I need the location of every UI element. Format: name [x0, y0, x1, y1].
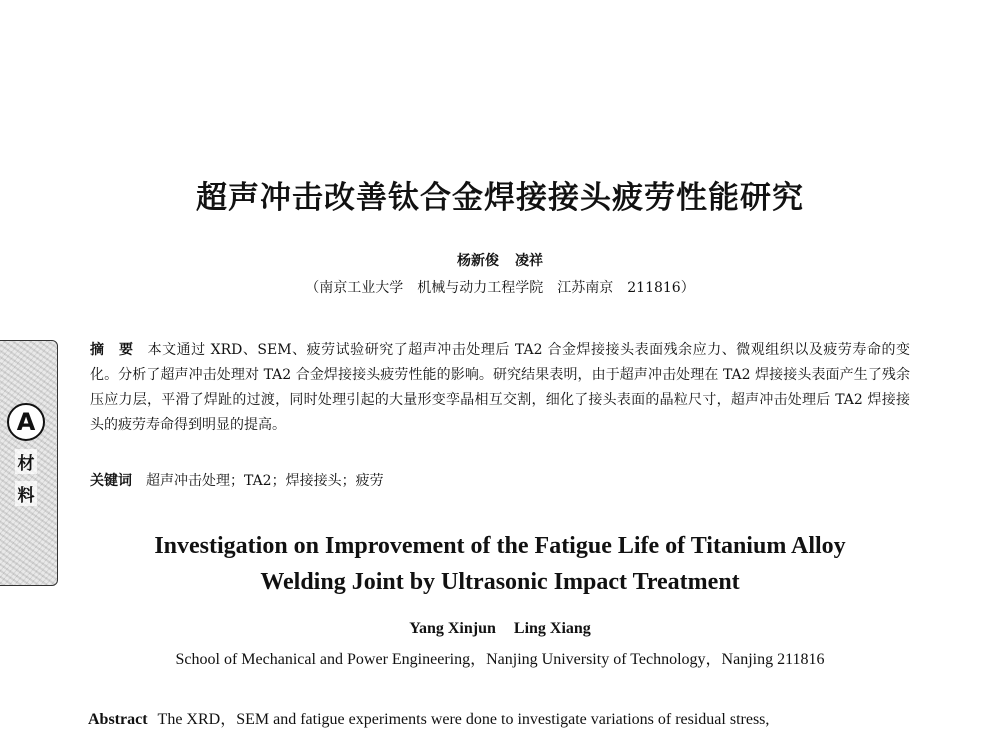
keywords-label: 关键词 [90, 473, 132, 489]
english-title [0, 528, 1000, 600]
english-abstract [88, 706, 918, 734]
stamp-char: 材 [15, 449, 37, 474]
english-authors [0, 620, 1000, 638]
english-title-line: Welding Joint by Ultrasonic Impact Treatment [260, 569, 740, 595]
abstract-label: 摘 要 [90, 342, 134, 358]
chinese-affiliation: （南京工业大学 机械与动力工程学院 江苏南京 211816） [305, 280, 695, 296]
english-affiliation: School of Mechanical and Power Engineering，Nanjing University of Technology，Nanjing 211816 [175, 651, 825, 668]
abstract-text: 本文通过 XRD、SEM、疲劳试验研究了超声冲击处理后 TA2 合金焊接接头表面残余应力、微观组织以及疲劳寿命的变化。分析了超声冲击处理对 TA2 合金焊接接头疲劳性能的影响。研究结果表明，由于超声冲击处理在 TA2 焊接接头表面产生了残余压应力层，平滑了焊趾的过渡，同时处理引起的大量形变孪晶相互交割，细化了接头表面的晶粒尺寸，超声冲击处理后 TA2 焊接接头的疲劳寿命得到明显的提高。 [90, 342, 910, 433]
abstract-label: Abstract [88, 711, 148, 728]
chinese-abstract [90, 338, 910, 438]
stamp-letter: A [7, 403, 45, 441]
author-name: 杨新俊 [457, 253, 499, 269]
chinese-authors [0, 250, 1000, 270]
author-name: 凌祥 [515, 253, 543, 269]
chinese-title: 超声冲击改善钛合金焊接接头疲劳性能研究 [196, 180, 804, 216]
abstract-text: The XRD，SEM and fatigue experiments were done to investigate variations of residual stress, [157, 711, 770, 728]
stamp-char: 料 [15, 481, 37, 506]
chinese-keywords [90, 470, 910, 490]
author-name: Ling Xiang [513, 620, 591, 637]
author-name: Yang Xinjun [409, 620, 496, 637]
keywords-text: 超声冲击处理；TA2；焊接接头；疲劳 [146, 473, 384, 489]
english-title-line: Investigation on Improvement of the Fatigue Life of Titanium Alloy [154, 533, 846, 559]
